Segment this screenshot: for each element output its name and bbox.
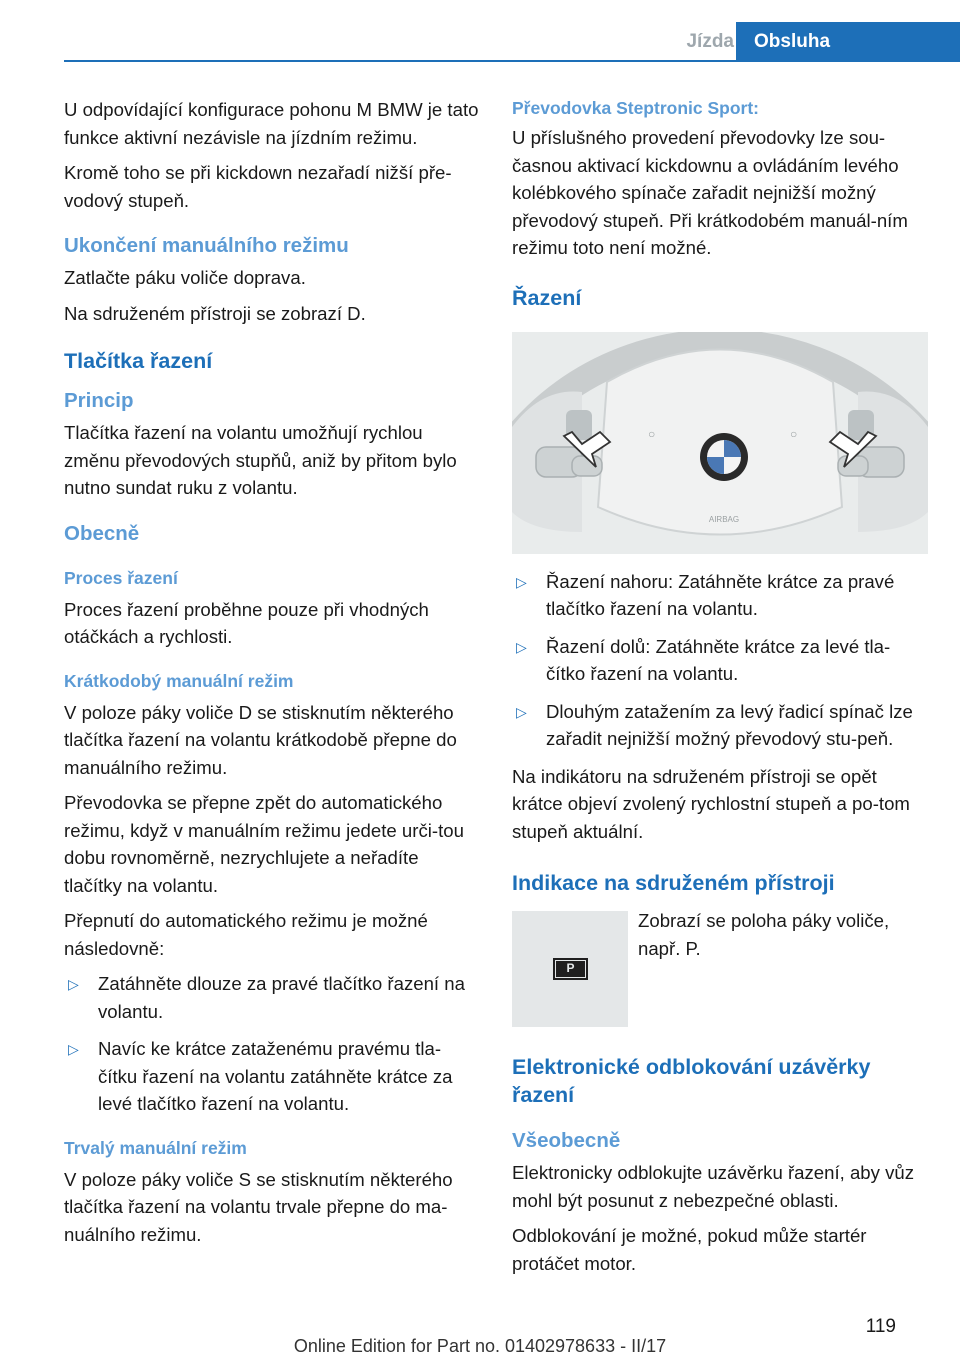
list-item: ▷ Navíc ke krátce zataženému pravému tla‐čítku řazení na volantu zatáhněte krátce za levé tlačítko řazení na volantu. [68, 1038, 453, 1114]
heading-indicator: Indikace na sdruženém přístroji [512, 871, 835, 895]
heading-shift-buttons: Tlačítka řazení [64, 349, 213, 373]
gear-indicator-illustration [512, 911, 628, 1027]
heading-short-manual-mode: Krátkodobý manuální režim [64, 670, 294, 691]
triangle-bullet-icon: ▷ [516, 573, 527, 590]
paragraph: Na indikátoru na sdruženém přístroji se opět krátce objeví zvolený rychlostní stupeň a po‐tom stupeň aktuální. [512, 765, 910, 842]
steering-wheel-illustration [512, 332, 928, 554]
page-header [0, 0, 960, 62]
heading-steptronic-sport: Převodovka Steptronic Sport: [512, 98, 759, 118]
heading-general: Obecně [64, 521, 140, 545]
list-item: ▷ Dlouhým zatažením za levý řadicí spínač lze zařadit nejnižší možný převodový stu‐peň. [516, 700, 913, 749]
heading-general-right: Všeobecně [512, 1129, 621, 1152]
indicator-description: Zobrazí se poloha páky voliče, např. P. [638, 910, 890, 959]
triangle-bullet-icon: ▷ [68, 976, 79, 992]
section-tab-obsluha[interactable]: Obsluha [736, 22, 960, 62]
paragraph: Tlačítka řazení na volantu umožňují rychlou změnu převodových stupňů, aniž by přitom bylo nutno sundat ruku z volantu. [64, 422, 457, 498]
left-column [64, 96, 480, 1256]
right-column [512, 96, 928, 1285]
paragraph: Proces řazení proběhne pouze při vhodných otáčkách a rychlosti. [64, 598, 429, 647]
paragraph: V poloze páky voliče D se stisknutím některého tlačítka řazení na volantu krátkodobě přepne do manuálního režimu. [64, 701, 457, 778]
bullet-list [512, 568, 928, 753]
edition-footer: Online Edition for Part no. 01402978633 - II/17 [293, 1336, 667, 1356]
gear-p-symbol: P [553, 958, 588, 980]
triangle-bullet-icon: ▷ [516, 703, 527, 720]
paragraph: Elektronicky odblokujte uzávěrku řazení, aby vůz mohl být posunut z nebezpečné oblasti. [512, 1162, 915, 1211]
svg-text:○: ○ [790, 426, 798, 441]
bullet-list [64, 970, 480, 1118]
paragraph: Kromě toho se při kickdown nezařadí nižší pře‐vodový stupeň. [64, 162, 452, 211]
paragraph: Převodovka se přepne zpět do automatického režimu, když v manuálním režimu jedete urči‐tou dobu rovnoměrně, nezrychlujete a neřadíte tlačítky na volantu. [64, 792, 464, 896]
paragraph: Zatlačte páku voliče doprava. [64, 267, 306, 288]
heading-shifting: Řazení [512, 285, 582, 310]
paragraph: U odpovídající konfigurace pohonu M BMW je tato funkce aktivní nezávisle na jízdním režimu. [64, 99, 479, 148]
heading-shift-process: Proces řazení [64, 567, 178, 588]
list-item: ▷ Zatáhněte dlouze za pravé tlačítko řazení na volantu. [68, 973, 465, 1022]
section-tab-jizda[interactable]: Jízda [686, 31, 734, 52]
heading-end-manual-mode: Ukončení manuálního režimu [64, 234, 349, 257]
paragraph: U příslušného provedení převodovky lze sou‐časnou aktivací kickdownu a ovládáním levého kolébkového spínače zařadit nejnižší možný převodový stupeň. Při krátkodobém manuál‐ním režimu toto není možné. [512, 127, 908, 258]
header-rule [64, 60, 960, 62]
triangle-bullet-icon: ▷ [516, 638, 527, 655]
list-item: ▷ Řazení dolů: Zatáhněte krátce za levé tla‐čítko řazení na volantu. [516, 635, 891, 684]
paragraph: Přepnutí do automatického režimu je možné následovně: [64, 910, 428, 959]
airbag-label: AIRBAG [708, 514, 740, 524]
page-number: 119 [865, 1316, 896, 1337]
paragraph: Odblokování je možné, pokud může startér protáčet motor. [512, 1225, 867, 1274]
paragraph: V poloze páky voliče S se stisknutím některého tlačítka řazení na volantu trvale přepne do ma‐nuálního režimu. [64, 1168, 453, 1245]
heading-principle: Princip [64, 389, 134, 412]
paragraph: Na sdruženém přístroji se zobrazí D. [64, 302, 366, 324]
indicator-block [512, 907, 928, 1027]
svg-text:○: ○ [648, 426, 656, 441]
heading-electronic-unlock: Elektronické odblokování uzávěrky řazení [512, 1055, 871, 1107]
list-item: ▷ Řazení nahoru: Zatáhněte krátce za pravé tlačítko řazení na volantu. [516, 570, 895, 619]
heading-permanent-manual-mode: Trvalý manuální režim [64, 1137, 247, 1158]
triangle-bullet-icon: ▷ [68, 1041, 79, 1057]
